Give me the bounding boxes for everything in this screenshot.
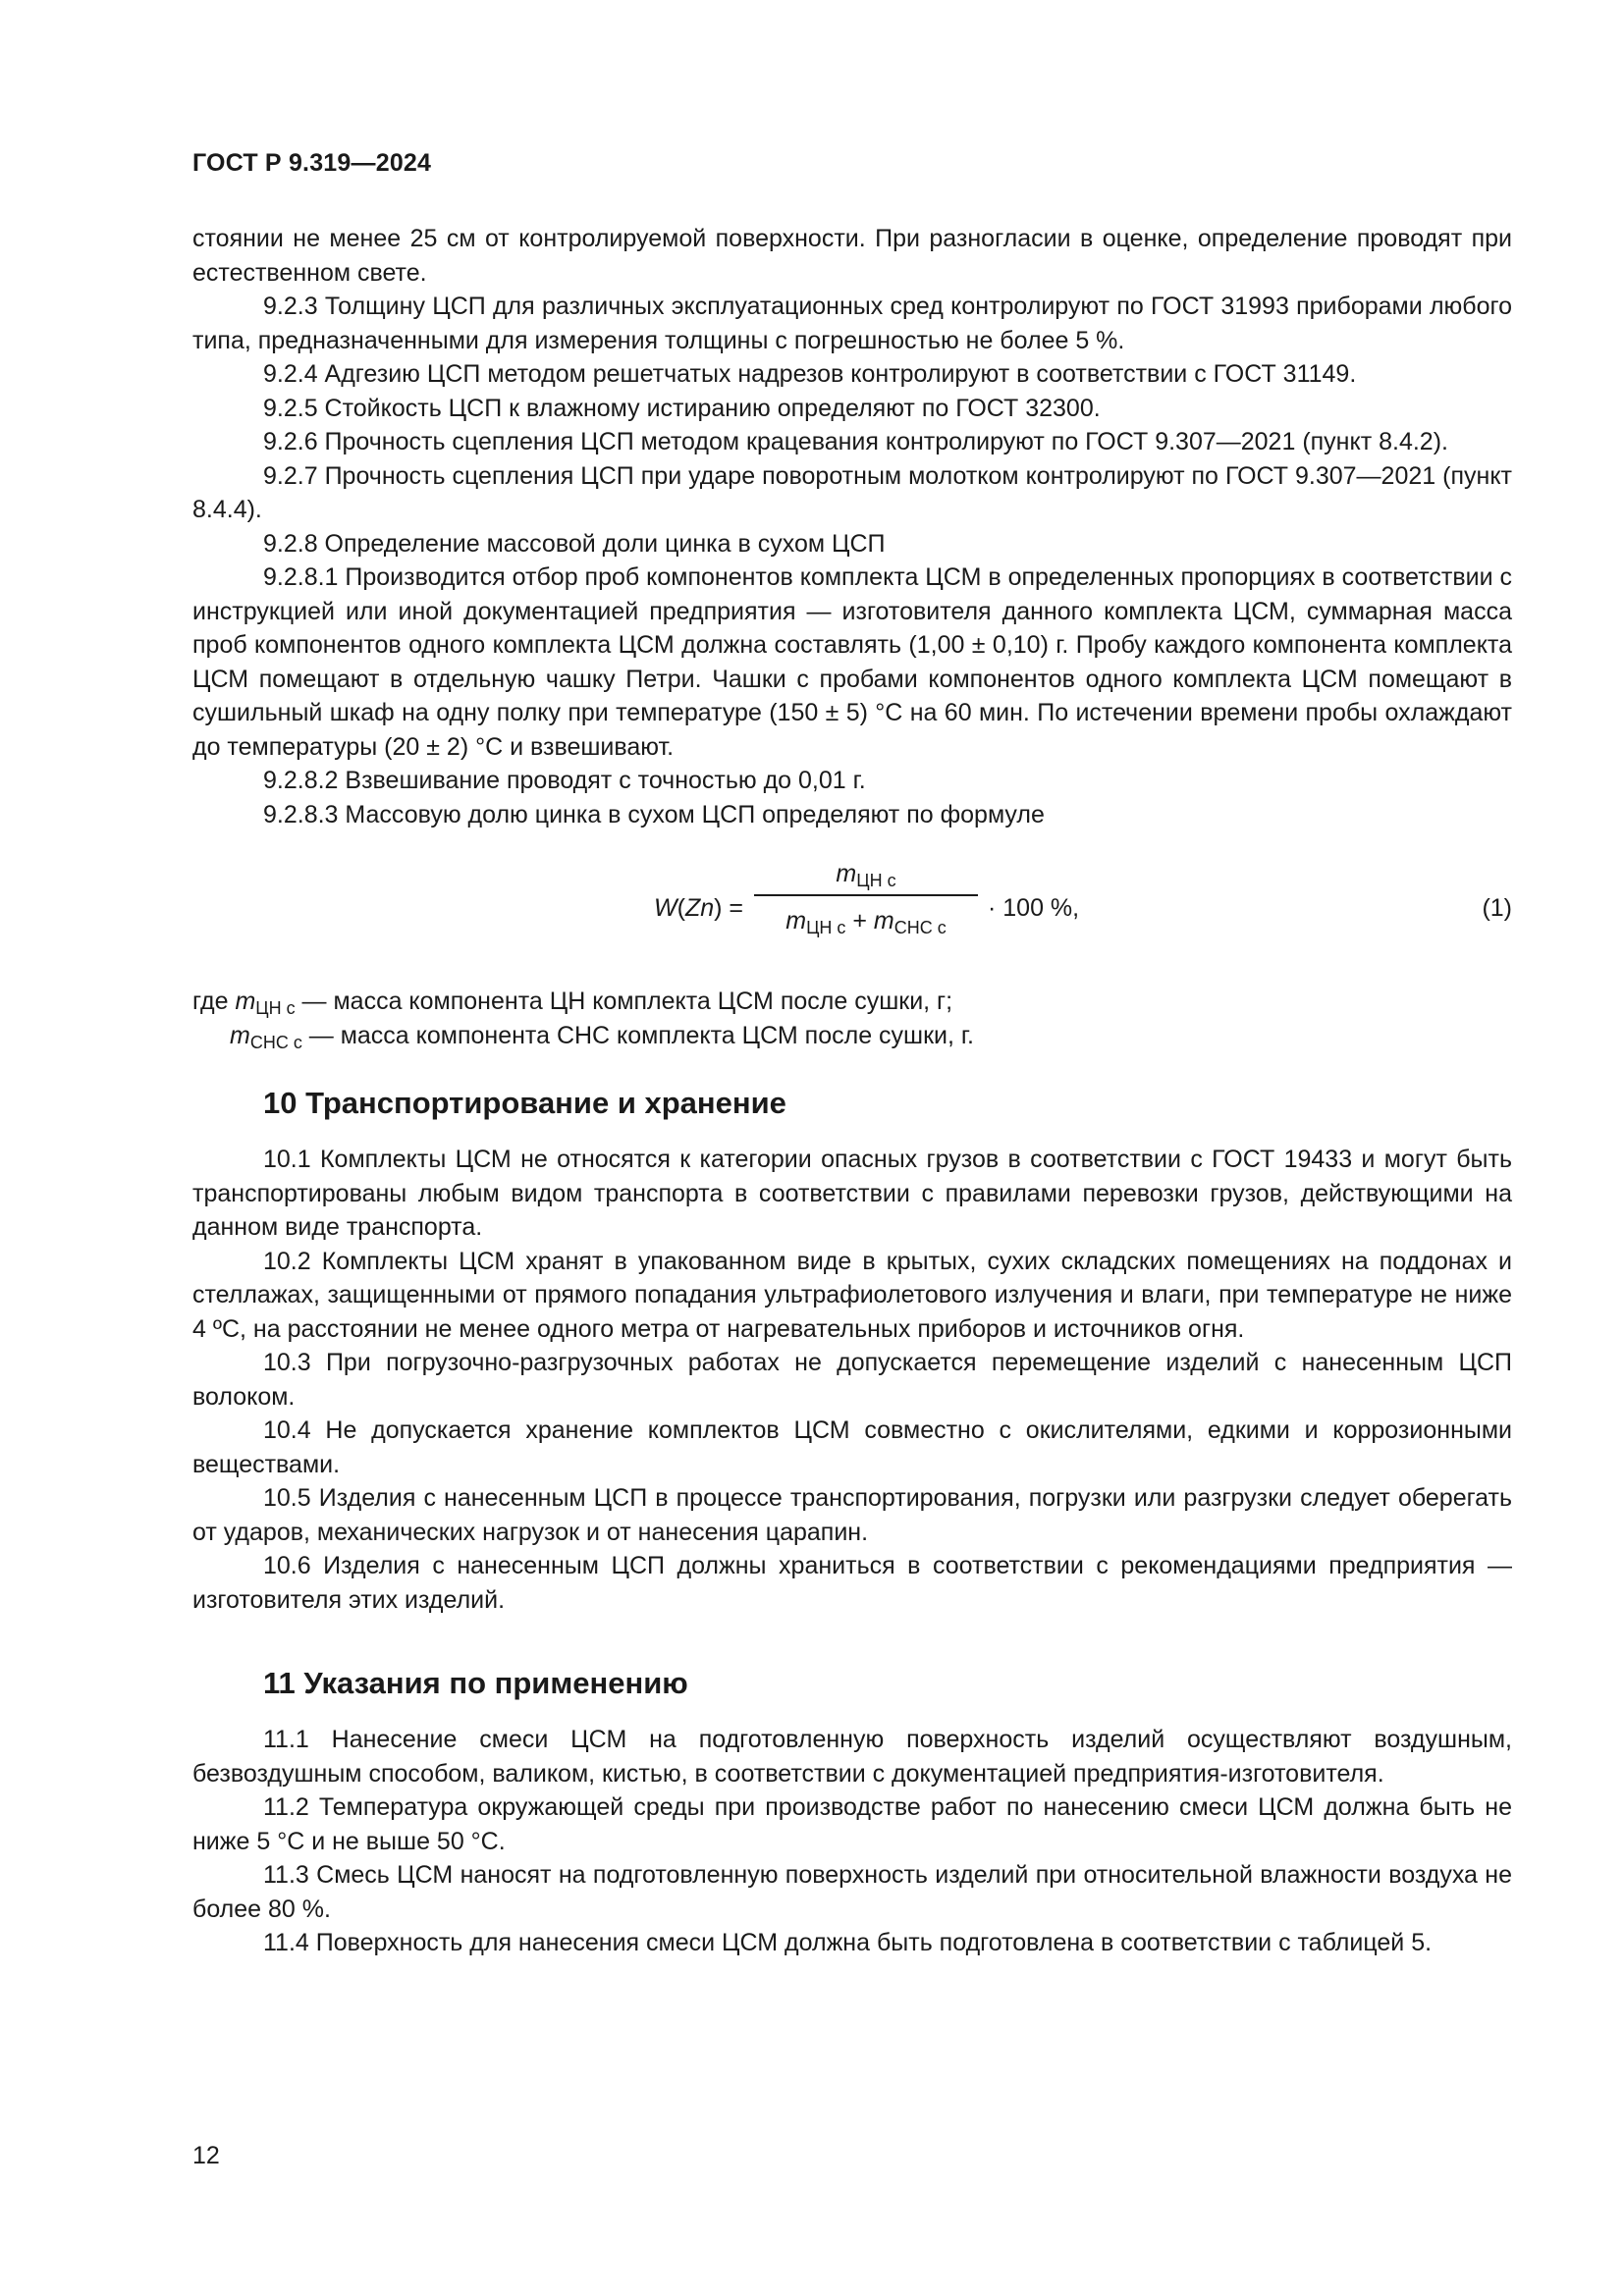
formula-open-paren: ( [677, 894, 685, 922]
where-prefix: где [192, 988, 236, 1015]
page-number: 12 [192, 2142, 220, 2169]
formula-fraction-line [754, 894, 978, 896]
formula-denominator [754, 904, 978, 938]
paragraph-9-2-8-3: 9.2.8.3 Массовую долю цинка в сухом ЦСП определяют по формуле [263, 800, 1045, 828]
paragraph-10-5: 10.5 Изделия с нанесенным ЦСП в процессе транспортирования, погрузки или разгрузки следует оберегать от ударов, механических нагрузок и от нанесения царапин. [192, 1484, 1512, 1546]
paragraph-10-3: 10.3 При погрузочно-разгрузочных работах не допускается перемещение изделий с нанесенным ЦСП волоком. [192, 1349, 1512, 1411]
where-m-var: m [235, 988, 256, 1015]
formula-block [192, 851, 1512, 973]
paragraph-9-2-4: 9.2.4 Адгезию ЦСП методом решетчатых надрезов контролируют в соответствии с ГОСТ 31149. [263, 360, 1357, 388]
paragraph-9-2-8: 9.2.8 Определение массовой доли цинка в сухом ЦСП [263, 529, 886, 558]
paragraph-10-2: 10.2 Комплекты ЦСМ хранят в упакованном виде в крытых, сухих складских помещениях на поддонах и стеллажах, защищенными от прямого попадания ультрафиолетового излучения и влаги, при температуре не ниже 4 ºС, на расстоянии не менее одного метра от нагревательных приборов и источников огня. [192, 1247, 1512, 1343]
paragraph-9-2-3: 9.2.3 Толщину ЦСП для различных эксплуатационных сред контролируют по ГОСТ 31993 приборами любого типа, предназначенными для измерения толщины с погрешностью не более 5 %. [192, 293, 1512, 354]
where-sub-zn: ЦН с [255, 998, 296, 1018]
paragraph-9-2-7: 9.2.7 Прочность сцепления ЦСП при ударе поворотным молотком контролируют по ГОСТ 9.307—2021 (пункт 8.4.4). [192, 461, 1512, 523]
paragraph-11-2: 11.2 Температура окружающей среды при производстве работ по нанесению смеси ЦСМ должна быть не ниже 5 °С и не выше 50 °С. [192, 1793, 1512, 1855]
paragraph-11-4: 11.4 Поверхность для нанесения смеси ЦСМ должна быть подготовлена в соответствии с таблицей 5. [263, 1929, 1433, 1956]
document-body [192, 222, 1512, 1960]
paragraph-9-2-2-continued: стоянии не менее 25 см от контролируемой поверхности. При разногласии в оценке, определение проводят при естественном свете. [192, 225, 1512, 287]
where-line-1 [192, 985, 1512, 1019]
page-header: ГОСТ Р 9.319—2024 [192, 149, 432, 177]
where-line-2-text: — масса компонента СНС комплекта ЦСМ после сушки, г. [301, 1021, 974, 1049]
section-10-heading: 10 Транспортирование и хранение [263, 1086, 786, 1120]
formula-close-eq: ) = [714, 894, 743, 922]
formula-lhs [654, 891, 743, 926]
paragraph-11-1: 11.1 Нанесение смеси ЦСМ на подготовленную поверхность изделий осуществляют воздушным, безвоздушным способом, валиком, кистью, в соответствии с документацией предприятия-изготовителя. [192, 1726, 1512, 1788]
where-m-var: m [230, 1021, 250, 1049]
formula-w-var: W [654, 894, 677, 922]
formula-zn-var: Zn [684, 894, 715, 922]
paragraph-9-2-6: 9.2.6 Прочность сцепления ЦСП методом крацевания контролируют по ГОСТ 9.307—2021 (пункт 8.4.2). [263, 428, 1448, 455]
where-sub-snc: СНС с [249, 1032, 302, 1052]
formula-sub-zn: ЦН с [856, 871, 896, 890]
where-line-1-text: — масса компонента ЦН комплекта ЦСМ после сушки, г; [295, 988, 953, 1015]
formula-rhs: · 100 %, [988, 894, 1080, 922]
formula-m-var: m [785, 907, 807, 934]
paragraph-10-6: 10.6 Изделия с нанесенным ЦСП должны храниться в соответствии с рекомендациями предприятия — изготовителя этих изделий. [192, 1552, 1512, 1614]
formula-sub-snc: СНС с [893, 918, 947, 937]
formula-plus: + [845, 907, 874, 934]
formula-m-var: m [836, 860, 857, 887]
formula-m-var: m [873, 907, 894, 934]
formula-sub-zn: ЦН с [806, 918, 846, 937]
where-block [192, 985, 1512, 1052]
where-line-2 [192, 1019, 1512, 1053]
paragraph-10-4: 10.4 Не допускается хранение комплектов ЦСМ совместно с окислителями, едкими и коррозионными веществами. [192, 1416, 1512, 1478]
paragraph-9-2-8-1: 9.2.8.1 Производится отбор проб компонентов комплекта ЦСМ в определенных пропорциях в соответствии с инструкцией или иной документацией предприятия — изготовителя данного комплекта ЦСМ, суммарная масса проб компонентов одного комплекта ЦСМ должна составлять (1,00 ± 0,10) г. Пробу каждого компонента комплекта ЦСМ помещают в отдельную чашку Петри. Чашки с пробами компонентов одного комплекта ЦСМ помещают в сушильный шкаф на одну полку при температуре (150 ± 5) °С на 60 мин. По истечении времени пробы охлаждают до температуры (20 ± 2) °С и взвешивают. [192, 563, 1512, 761]
formula-number: (1) [1482, 894, 1512, 922]
paragraph-11-3: 11.3 Смесь ЦСМ наносят на подготовленную поверхность изделий при относительной влажности воздуха не более 80 %. [192, 1861, 1512, 1923]
paragraph-9-2-8-2: 9.2.8.2 Взвешивание проводят с точностью до 0,01 г. [263, 767, 866, 794]
section-11-heading: 11 Указания по применению [263, 1666, 688, 1700]
formula [654, 855, 1164, 963]
paragraph-10-1: 10.1 Комплекты ЦСМ не относятся к категории опасных грузов в соответствии с ГОСТ 19433 и могут быть транспортированы любым видом транспорта в соответствии с правилами перевозки грузов, действующими на данном виде транспорта. [192, 1146, 1512, 1241]
formula-numerator [754, 857, 978, 891]
paragraph-9-2-5: 9.2.5 Стойкость ЦСП к влажному истиранию определяют по ГОСТ 32300. [263, 394, 1101, 422]
